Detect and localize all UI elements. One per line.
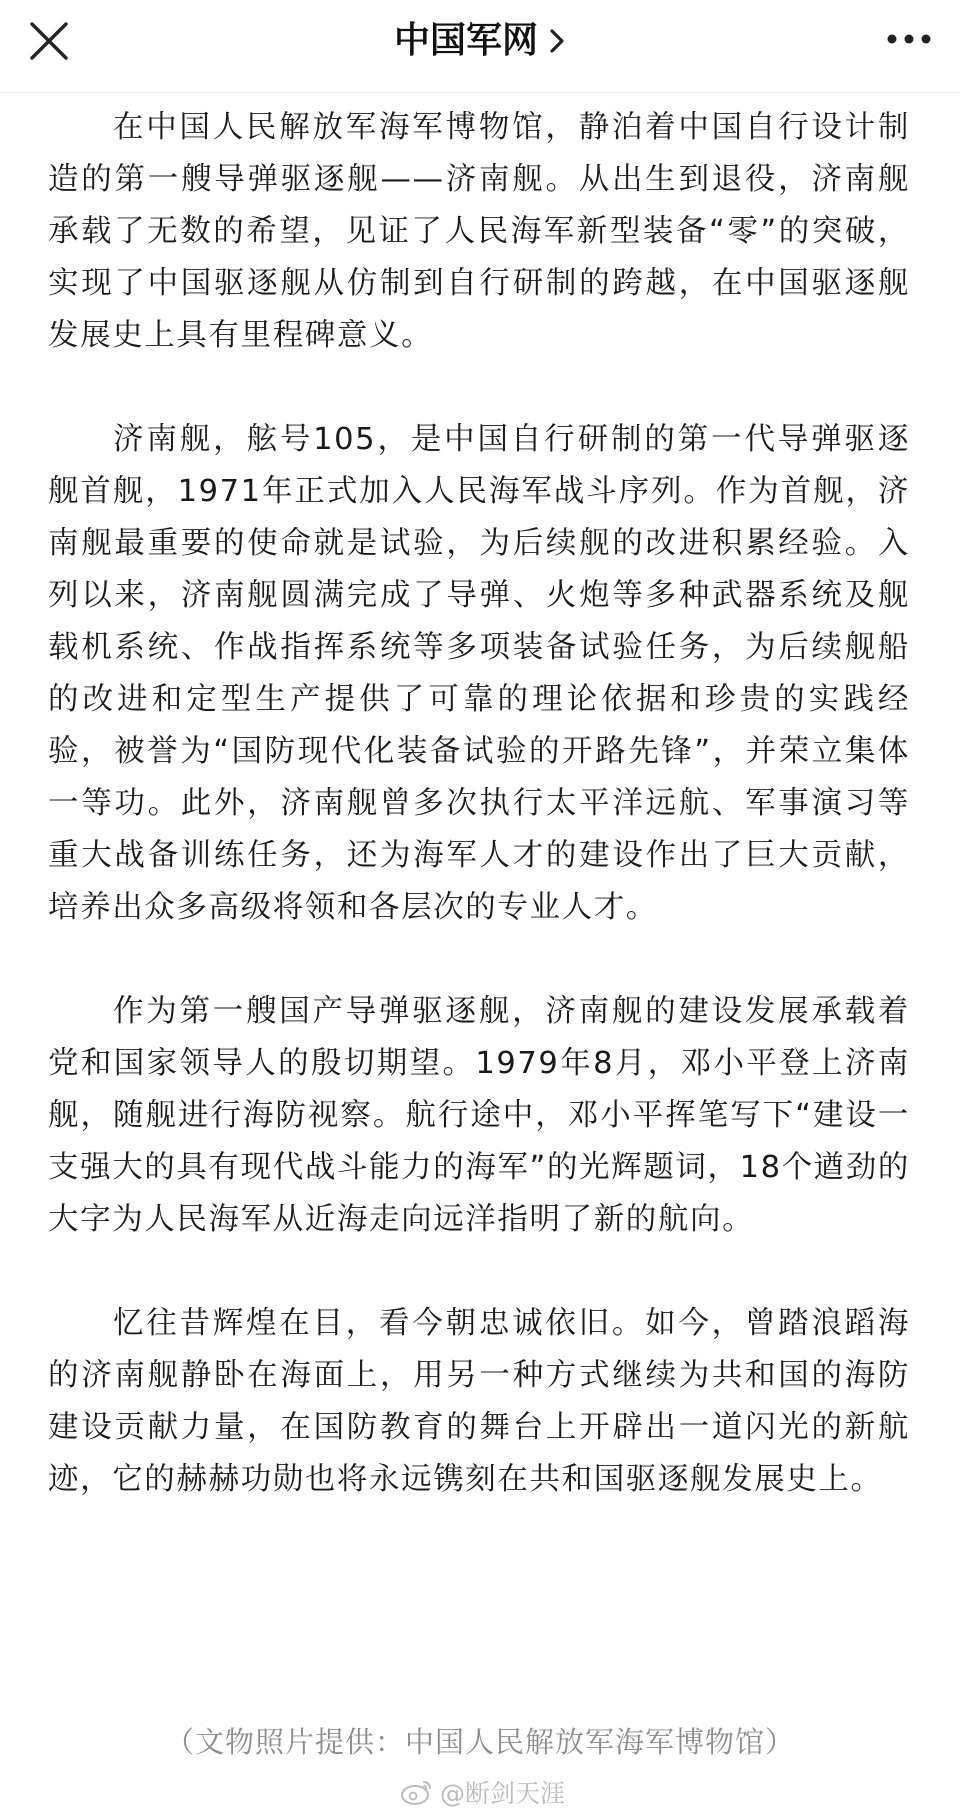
nav-title-wrap xyxy=(0,16,960,66)
chevron-right-icon xyxy=(548,27,566,55)
account-title-link[interactable] xyxy=(394,16,566,66)
more-dots-icon[interactable] xyxy=(884,24,934,54)
article-paragraph-4: 忆往昔辉煌在目，看今朝忠诚依旧。如今，曾踏浪蹈海的济南舰静卧在海面上，用另一种方式继续为共和国的海防建设贡献力量，在国防教育的舞台上开辟出一道闪光的新航迹，它的赫赫功勋也将永远镌刻在共和国驱逐舰发展史上。 xyxy=(48,1306,910,1497)
photo-credit-caption: （文物照片提供：中国人民解放军海军博物馆） xyxy=(164,1725,795,1759)
article-body xyxy=(48,102,910,1558)
top-navbar xyxy=(0,0,960,93)
watermark-text: @断剑天涯 xyxy=(440,1779,566,1808)
article-paragraph-2: 济南舰，舷号105，是中国自行研制的第一代导弹驱逐舰首舰，1971年正式加入人民海军战斗序列。作为首舰，济南舰最重要的使命就是试验，为后续舰的改进积累经验。入列以来，济南舰圆满完成了导弹、火炮等多种武器系统及舰载机系统、作战指挥系统等多项装备试验任务，为后续舰船的改进和定型生产提供了可靠的理论依据和珍贵的实践经验，被誉为“国防现代化装备试验的开路先锋”，并荣立集体一等功。此外，济南舰曾多次执行太平洋远航、军事演习等重大战备训练任务，还为海军人才的建设作出了巨大贡献，培养出众多高级将领和各层次的专业人才。 xyxy=(48,422,910,925)
article-paragraph-3: 作为第一艘国产导弹驱逐舰，济南舰的建设发展承载着党和国家领导人的殷切期望。1979年8月，邓小平登上济南舰，随舰进行海防视察。航行途中，邓小平挥笔写下“建设一支强大的具有现代战斗能力的海军”的光辉题词，18个遒劲的大字为人民海军从近海走向远洋指明了新的航向。 xyxy=(48,994,910,1237)
weibo-watermark xyxy=(400,1772,565,1812)
article-paragraph-1: 在中国人民解放军海军博物馆，静泊着中国自行设计制造的第一艘导弹驱逐舰——济南舰。从出生到退役，济南舰承载了无数的希望，见证了人民海军新型装备“零”的突破，实现了中国驱逐舰从仿制到自行研制的跨越，在中国驱逐舰发展史上具有里程碑意义。 xyxy=(48,110,910,353)
weibo-icon xyxy=(400,1778,434,1806)
account-title-text: 中国军网 xyxy=(393,20,538,61)
